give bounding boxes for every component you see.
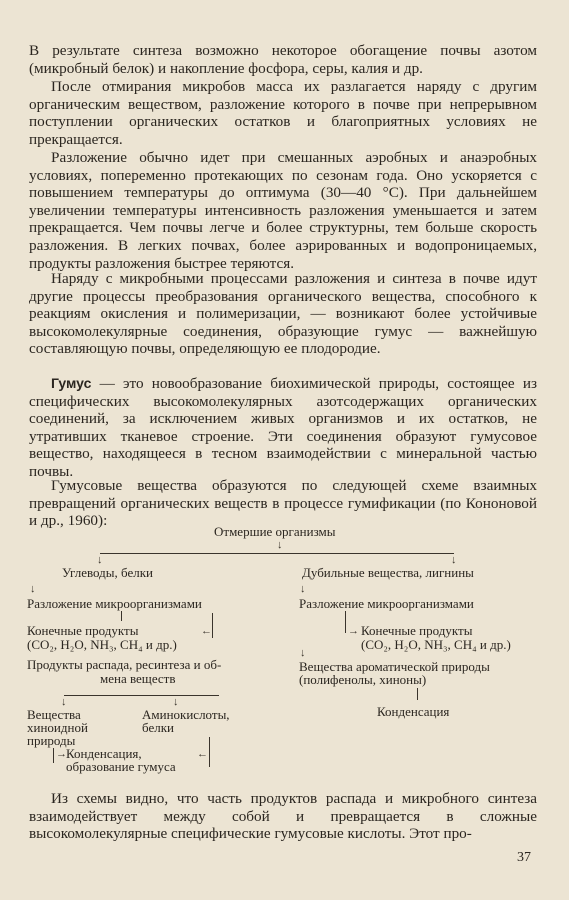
humus-definition-text: — это новообразование биохимической природы, состоящее из специфических высокомолекулярных азотсодержащих органических соединений, за исключением живых организмов и их остатков, не утративших тканевое строение. Эти соединения образуют гумусовое вещество, находящееся в тесном взаимодействии с минеральной частью почвы. bbox=[29, 375, 537, 480]
scheme-left-condensation-2: образование гумуса bbox=[66, 759, 176, 774]
arrow-down-icon: ↓ bbox=[30, 583, 36, 595]
scheme-left-condensation-1: Конденсация, bbox=[66, 746, 142, 761]
paragraph-scheme-intro: Гумусовые вещества образуются по следующей схеме взаимных превращений органических веществ в процессе гумификации (по Кононовой и др., 1960): bbox=[29, 477, 537, 530]
paragraph-decomposition: Разложение обычно идет при смешанных аэробных и анаэробных условиях, попеременно протекающих по сезонам года. Оно ускоряется с повышением температуры до оптимума (30—40 °C). При дальнейшем увеличении температуры интенсивность разложения уменьшается и затем прекращается. Чем почвы легче и более структурны, тем больше скорость разложения. В легких почвах, более аэрированных и водопроницаемых, продукты разложения быстрее теряются. bbox=[29, 149, 537, 272]
scheme-quinoid-1: Вещества bbox=[27, 707, 81, 722]
paragraph-synthesis: В результате синтеза возможно некоторое обогащение почвы азотом (микробный белок) и накопление фосфора, серы, калия и др. bbox=[29, 42, 537, 77]
scheme-branch-line bbox=[100, 553, 454, 554]
scheme-right-condensation: Конденсация bbox=[377, 704, 450, 719]
page-number: 37 bbox=[517, 850, 531, 865]
scheme-connector bbox=[417, 688, 418, 700]
scheme-connector bbox=[209, 737, 210, 767]
arrow-right-icon: → bbox=[348, 625, 359, 637]
scheme-quinoid-3: природы bbox=[27, 733, 76, 748]
arrow-down-icon: ↓ bbox=[173, 696, 179, 708]
arrow-down-icon: ↓ bbox=[451, 554, 457, 566]
scheme-branch-line bbox=[64, 695, 219, 696]
scheme-aromatic-2: (полифенолы, хиноны) bbox=[299, 672, 427, 687]
scheme-right-decomposition: Разложение микроорганизмами bbox=[299, 596, 474, 611]
term-humus: Гумус bbox=[51, 375, 92, 391]
scheme-right-final-1: Конечные продукты bbox=[361, 623, 473, 638]
arrow-down-icon: ↓ bbox=[277, 539, 283, 551]
scheme-amino-1: Аминокислоты, bbox=[142, 707, 230, 722]
scheme-left-decay-2: мена веществ bbox=[100, 671, 176, 686]
arrow-left-icon: ← bbox=[197, 748, 208, 760]
scheme-connector bbox=[121, 611, 122, 621]
scheme-connector bbox=[53, 748, 54, 763]
arrow-down-icon: ↓ bbox=[97, 554, 103, 566]
paragraph-conclusion: Из схемы видно, что часть продуктов распада и микробного синтеза взаимодействует между собой и превращается в сложные высокомолекулярные специфические гумусовые кислоты. Этот про- bbox=[29, 790, 537, 843]
scheme-left-decay-1: Продукты распада, ресинтеза и об- bbox=[27, 657, 222, 672]
paragraph-humus-formation: Наряду с микробными процессами разложения и синтеза в почве идут другие процессы преобразования органического вещества, способного к реакциям окисления и полимеризации, — возникают более устойчивые высокомолекулярные соединения, образующие гумус — важнейшую составляющую почвы, определяющую ее плодородие. bbox=[29, 270, 537, 358]
scheme-connector bbox=[212, 613, 213, 638]
arrow-down-icon: ↓ bbox=[61, 696, 67, 708]
scheme-amino-2: белки bbox=[142, 720, 174, 735]
arrow-right-icon: → bbox=[56, 748, 67, 760]
scheme-quinoid-2: хиноидной bbox=[27, 720, 88, 735]
arrow-down-icon: ↓ bbox=[300, 647, 306, 659]
scheme-tannins-lignins: Дубильные вещества, лигнины bbox=[302, 565, 474, 580]
scheme-left-decomposition: Разложение микроорганизмами bbox=[27, 596, 202, 611]
scheme-carbs-proteins: Углеводы, белки bbox=[62, 565, 153, 580]
arrow-down-icon: ↓ bbox=[300, 583, 306, 595]
scheme-connector bbox=[345, 611, 346, 633]
paragraph-microbe-death: После отмирания микробов масса их разлагается наряду с другим органическим веществом, разложение которого в почве при непрерывном поступлении органических остатков и благоприятных условиях не прекращается. bbox=[29, 78, 537, 148]
scheme-left-final-2: (CO₂, H₂O, NH₃, CH₄ и др.) bbox=[27, 637, 177, 652]
scheme-right-final-2: (CO₂, H₂O, NH₃, CH₄ и др.) bbox=[361, 637, 511, 652]
scheme-root: Отмершие организмы bbox=[214, 524, 336, 539]
scheme-aromatic-1: Вещества ароматической природы bbox=[299, 659, 490, 674]
arrow-left-icon: ← bbox=[201, 625, 212, 637]
scheme-left-final-1: Конечные продукты bbox=[27, 623, 139, 638]
